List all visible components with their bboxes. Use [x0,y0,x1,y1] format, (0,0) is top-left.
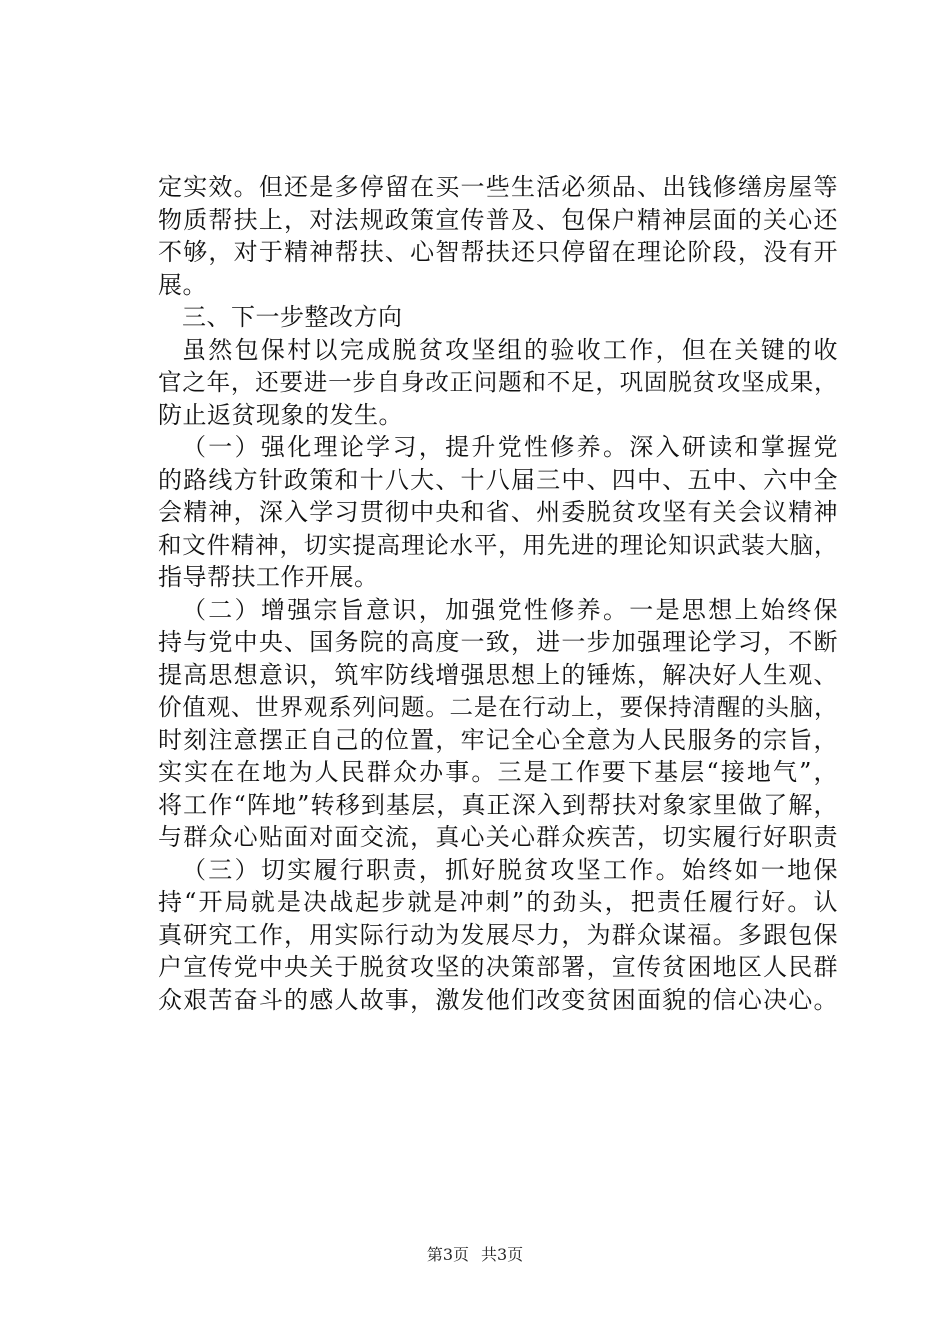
text-line: 会精神，深入学习贯彻中央和省、州委脱贫攻坚有关会议精神 [158,498,838,526]
text-line: 持与党中央、国务院的高度一致，进一步加强理论学习，不断 [158,628,838,656]
text-line: 真研究工作，用实际行动为发展尽力，为群众谋福。多跟包保 [158,920,838,949]
text-line: （二）增强宗旨意识，加强党性修养。一是思想上始终保 [182,595,838,624]
text-line: 时刻注意摆正自己的位置，牢记全心全意为人民服务的宗旨， [158,725,838,754]
text-line: 众艰苦奋斗的感人故事，激发他们改变贫困面貌的信心决心。 [158,985,838,1014]
text-line: 提高思想意识，筑牢防线增强思想上的锤炼，解决好人生观、 [158,660,838,689]
page-total: 共3页 [481,1245,524,1264]
text-line: 虽然包保村以完成脱贫攻坚组的验收工作，但在关键的收 [182,335,838,364]
text-line: 物质帮扶上，对法规政策宣传普及、包保户精神层面的关心还 [158,205,838,234]
text-line: 实实在在地为人民群众办事。三是工作要下基层“接地气”， [158,758,838,786]
page-footer [0,1242,950,1265]
text-line: 展。 [158,270,207,299]
text-line: 将工作“阵地”转移到基层，真正深入到帮扶对象家里做了解， [158,790,838,819]
text-line: （一）强化理论学习，提升党性修养。深入研读和掌握党 [182,433,838,461]
text-line: 价值观、世界观系列问题。二是在行动上，要保持清醒的头脑， [158,693,838,721]
document-body [158,171,838,1016]
text-line: 的路线方针政策和十八大、十八届三中、四中、五中、六中全 [158,465,838,494]
text-line: 官之年，还要进一步自身改正问题和不足，巩固脱贫攻坚成果， [158,368,838,396]
text-line: 与群众心贴面对面交流，真心关心群众疾苦，切实履行好职责 [158,823,838,851]
text-line: 定实效。但还是多停留在买一些生活必须品、出钱修缮房屋等 [158,173,838,201]
text-line: 和文件精神，切实提高理论水平，用先进的理论知识武装大脑， [158,530,838,559]
text-line: 持“开局就是决战起步就是冲刺”的劲头，把责任履行好。认 [158,888,838,916]
text-line: 指导帮扶工作开展。 [158,563,379,591]
text-line: 防止返贫现象的发生。 [158,400,403,429]
text-line: 不够，对于精神帮扶、心智帮扶还只停留在理论阶段，没有开 [158,238,838,266]
page-number: 第3页 [426,1245,469,1264]
text-line: 户宣传党中央关于脱贫攻坚的决策部署，宣传贫困地区人民群 [158,953,838,981]
section-heading: 三、下一步整改方向 [182,303,403,331]
text-line: （三）切实履行职责，抓好脱贫攻坚工作。始终如一地保 [182,855,838,884]
